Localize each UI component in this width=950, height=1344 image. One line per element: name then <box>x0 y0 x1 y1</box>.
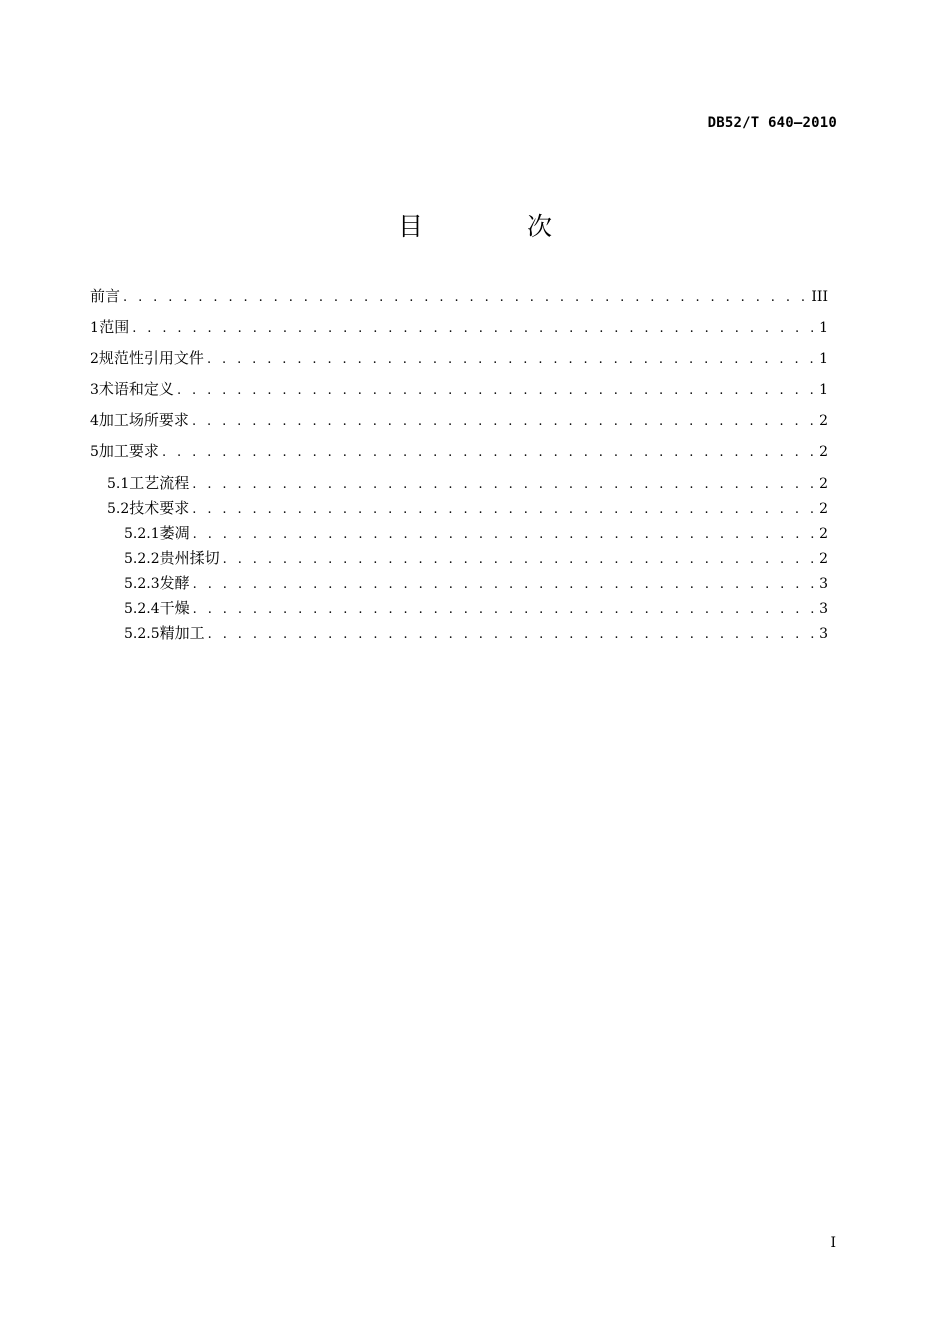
toc-entry-foreword[interactable] <box>90 285 828 307</box>
toc-entry-4[interactable] <box>90 409 828 431</box>
toc-entry-number: 1 <box>90 320 99 336</box>
toc-entry-page: 3 <box>819 576 828 592</box>
toc-entry-5-1[interactable] <box>90 472 828 494</box>
standard-code: DB52/T 640—2010 <box>707 115 837 131</box>
toc-dot-leader <box>177 380 816 402</box>
toc-entry-5-2-2[interactable] <box>90 547 828 569</box>
toc-dot-leader <box>193 599 816 621</box>
toc-entry-label: 范围 <box>99 318 130 336</box>
toc-entry-page: 3 <box>819 626 828 642</box>
toc-entry-page: 2 <box>819 476 828 492</box>
toc-entry-number: 5.2.4 <box>124 601 160 617</box>
toc-entry-label: 萎凋 <box>159 524 190 542</box>
toc-entry-label: 发酵 <box>159 574 190 592</box>
page-number: I <box>830 1235 836 1251</box>
toc-entry-page: 2 <box>819 501 828 517</box>
toc-entry-number: 5.2.2 <box>124 551 160 567</box>
toc-entry-1[interactable] <box>90 316 828 338</box>
toc-entry-label: 干燥 <box>159 599 190 617</box>
toc-entry-number: 5 <box>90 444 99 460</box>
toc-entry-5-2-4[interactable] <box>90 597 828 619</box>
toc-entry-label: 工艺流程 <box>129 474 190 492</box>
toc-entry-page: 1 <box>819 382 828 398</box>
toc-entry-page: 1 <box>819 320 828 336</box>
toc-entry-label: 加工场所要求 <box>98 411 189 429</box>
toc-dot-leader <box>192 499 816 521</box>
toc-entry-number: 5.2.1 <box>124 526 160 542</box>
toc-entry-page: 1 <box>819 351 828 367</box>
toc-entry-5-2[interactable] <box>90 497 828 519</box>
toc-dot-leader <box>193 574 816 596</box>
toc-dot-leader <box>208 624 816 646</box>
toc-entry-label: 规范性引用文件 <box>98 349 204 367</box>
toc-entry-number: 2 <box>90 351 99 367</box>
toc-entry-page: 2 <box>819 551 828 567</box>
toc-entry-label: 前言 <box>90 287 121 305</box>
toc-entry-label: 术语和定义 <box>98 380 174 398</box>
toc-entry-2[interactable] <box>90 347 828 369</box>
toc-dot-leader <box>193 524 816 546</box>
toc-dot-leader <box>123 287 808 309</box>
toc-entry-page: 3 <box>819 601 828 617</box>
toc-entry-3[interactable] <box>90 378 828 400</box>
toc-entry-number: 5.2.5 <box>124 626 160 642</box>
toc-dot-leader <box>192 411 816 433</box>
toc-dot-leader <box>207 349 816 371</box>
toc-entry-label: 精加工 <box>159 624 205 642</box>
page-title: 目 次 <box>398 212 600 241</box>
toc-entry-page: 2 <box>819 413 828 429</box>
toc-dot-leader <box>132 318 816 340</box>
toc-entry-number: 3 <box>90 382 99 398</box>
toc-entry-label: 技术要求 <box>129 499 190 517</box>
toc-dot-leader <box>223 549 816 571</box>
toc-entry-label: 加工要求 <box>98 442 159 460</box>
toc-entry-5[interactable] <box>90 440 828 462</box>
toc-entry-number: 5.2.3 <box>124 576 160 592</box>
toc-entry-5-2-3[interactable] <box>90 572 828 594</box>
toc-entry-page: 2 <box>819 526 828 542</box>
toc-entry-number: 5.2 <box>107 501 130 517</box>
toc-entry-5-2-1[interactable] <box>90 522 828 544</box>
toc-entry-number: 4 <box>90 413 99 429</box>
toc-entry-page: 2 <box>819 444 828 460</box>
toc-entry-label: 贵州揉切 <box>159 549 220 567</box>
toc-entry-page: III <box>811 289 828 305</box>
toc-dot-leader <box>162 442 816 464</box>
toc-entry-5-2-5[interactable] <box>90 622 828 644</box>
toc-dot-leader <box>192 474 816 496</box>
toc-entry-number: 5.1 <box>107 476 130 492</box>
